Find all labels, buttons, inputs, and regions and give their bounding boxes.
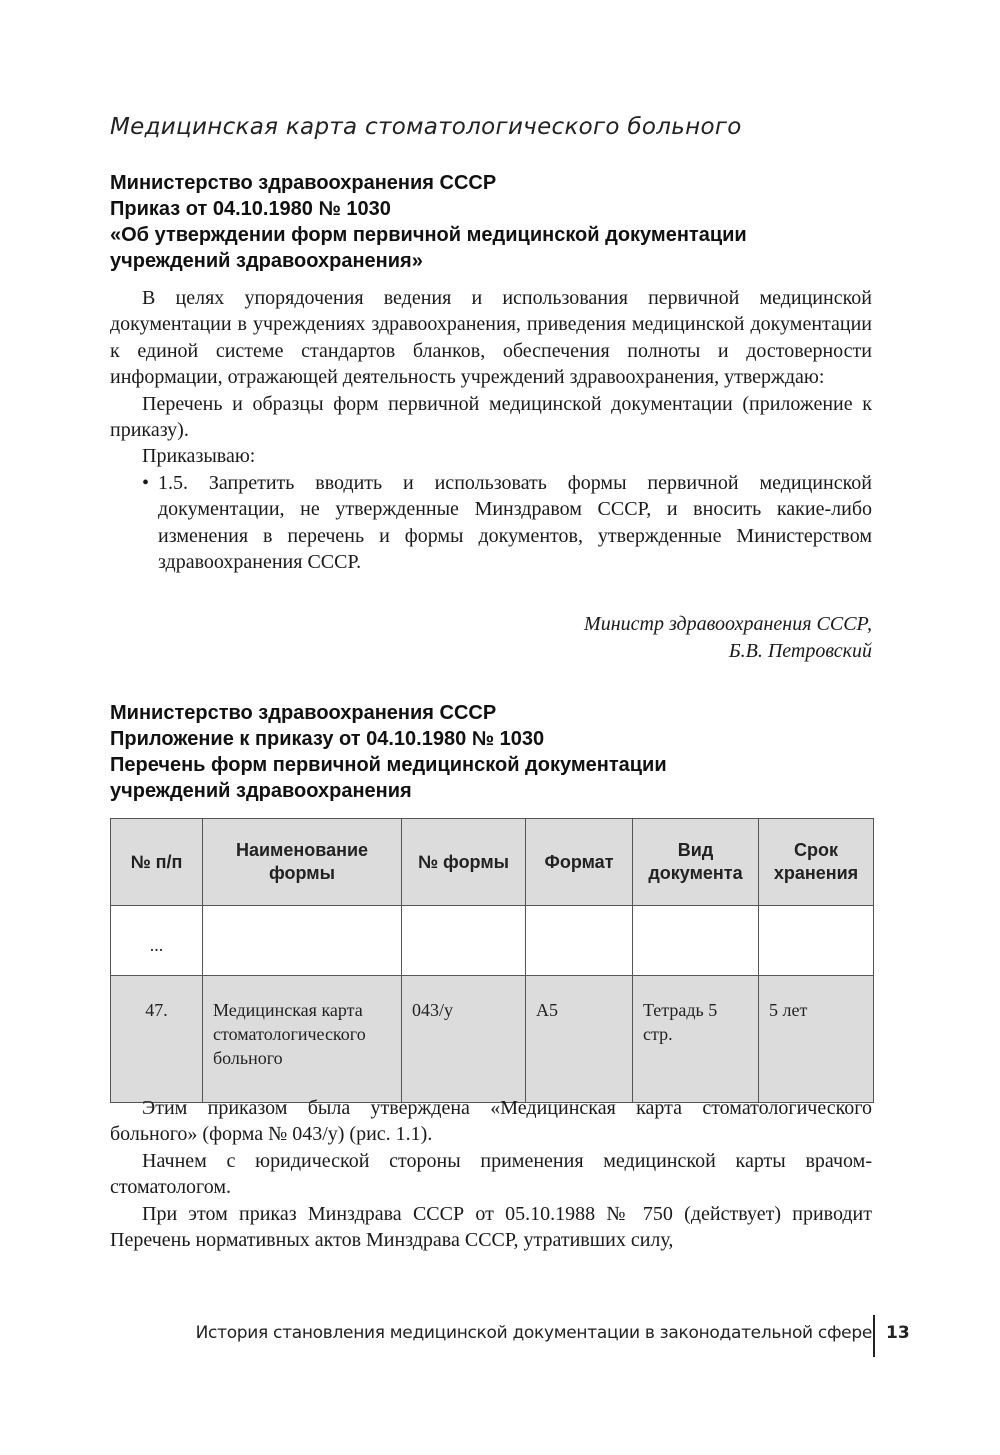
- order-paragraph: В целях упорядочения ведения и использования первичной медицинской документации в учреждениях здравоохранения, приведения медицинской документации к единой системе стандартов бланков, обеспечения полноты и достоверности информации, отражающей деятельность учреждений здравоохранения, утверждаю:: [110, 287, 872, 389]
- table-cell: [203, 906, 402, 976]
- table-cell-ellipsis: ...: [111, 906, 203, 976]
- table-cell-storage: 5 лет: [759, 976, 874, 1103]
- table-cell: [633, 906, 759, 976]
- order-header: [110, 170, 747, 274]
- section-title: Медицинская карта стоматологического больного: [110, 114, 742, 140]
- table-cell-format: А5: [526, 976, 633, 1103]
- column-header: № формы: [402, 819, 526, 906]
- signature-position: Министр здравоохранения СССР,: [584, 613, 872, 635]
- appendix-header-line: Приложение к приказу от 04.10.1980 № 1030: [110, 728, 545, 750]
- bullet-text: 1.5. Запретить вводить и использовать формы первичной медицинской документации, не утвержденные Минздравом СССР, и вносить какие-либо изменения в перечень и формы документов, утвержденные Министерством здравоохранения СССР.: [158, 471, 872, 574]
- table-row: [111, 976, 874, 1103]
- body-paragraph: При этом приказ Минздрава СССР от 05.10.1988 № 750 (действует) приводит Перечень нормативных актов Минздрава СССР, утративших силу,: [110, 1202, 872, 1252]
- bullet-icon: •: [142, 471, 150, 494]
- order-header-line: Министерство здравоохранения СССР: [110, 172, 497, 194]
- order-header-line: «Об утверждении форм первичной медицинской документации: [110, 224, 747, 246]
- table-cell-doc-type: Тетрадь 5 стр.: [633, 976, 759, 1103]
- column-header: № п/п: [111, 819, 203, 906]
- footer-divider: [873, 1315, 875, 1357]
- table-cell: [402, 906, 526, 976]
- order-bullet-item: [110, 470, 872, 576]
- page-number: 13: [886, 1323, 910, 1343]
- running-title: История становления медицинской документации в законодательной сфере: [195, 1323, 872, 1343]
- forms-table: [110, 818, 874, 1103]
- order-paragraph: Перечень и образцы форм первичной медицинской документации (приложение к приказу).: [110, 392, 872, 442]
- table-cell-name: Медицинская карта стоматологического больного: [203, 976, 402, 1103]
- appendix-header-line: учреждений здравоохранения: [110, 780, 412, 802]
- table-row: [111, 906, 874, 976]
- signature-block: [584, 611, 872, 665]
- order-header-line: учреждений здравоохранения»: [110, 250, 423, 272]
- signature-name: Б.В. Петровский: [728, 640, 872, 662]
- table-header-row: [111, 819, 874, 906]
- after-table-text: [110, 1095, 872, 1253]
- table-cell-num: 47.: [111, 976, 203, 1103]
- body-paragraph: Начнем с юридической стороны применения медицинской карты врачом-стоматологом.: [110, 1149, 872, 1199]
- table-cell: [759, 906, 874, 976]
- order-header-line: Приказ от 04.10.1980 № 1030: [110, 198, 391, 220]
- column-header: Вид документа: [633, 819, 759, 906]
- column-header: Формат: [526, 819, 633, 906]
- table-cell: [526, 906, 633, 976]
- appendix-header: [110, 700, 667, 804]
- body-paragraph: Этим приказом была утверждена «Медицинская карта стоматологического больного» (форма № 043/у) (рис. 1.1).: [110, 1097, 872, 1146]
- appendix-header-line: Перечень форм первичной медицинской документации: [110, 754, 667, 776]
- appendix-header-line: Министерство здравоохранения СССР: [110, 702, 497, 724]
- order-body: [110, 285, 872, 575]
- column-header: Срок хранения: [759, 819, 874, 906]
- table-cell-form-no: 043/у: [402, 976, 526, 1103]
- column-header: Наименование формы: [203, 819, 402, 906]
- order-paragraph: Приказываю:: [142, 445, 256, 468]
